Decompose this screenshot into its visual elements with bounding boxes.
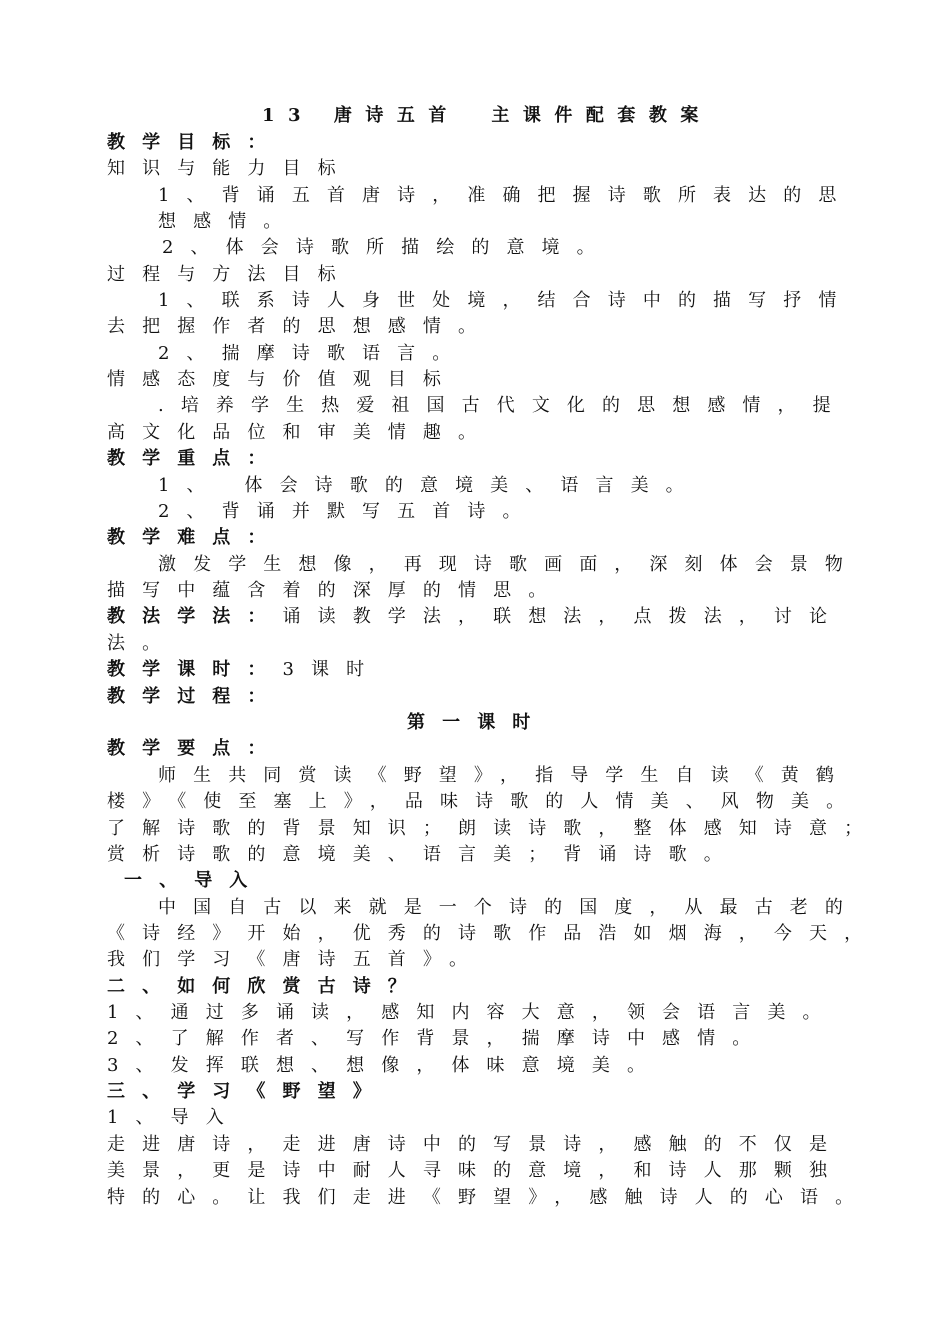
section-1-heading: 一、导入: [124, 870, 265, 891]
difficulty-line-1: 激发学生想像，再现诗歌画面，深刻体会景物: [158, 554, 860, 575]
method-line-end: 法。: [107, 633, 178, 654]
section-1-line-2: 《诗经》开始，优秀的诗歌作品浩如烟海，今天，: [107, 923, 880, 944]
lesson-points-heading: 教学要点：: [107, 738, 283, 759]
key-points-heading: 教学重点：: [107, 448, 283, 469]
section-3-line-2: 美景，更是诗中耐人寻味的意境，和诗人那颗独: [107, 1160, 845, 1181]
lesson-points-line-2: 楼》《使至塞上》，品味诗歌的人情美、风物美。: [107, 791, 862, 812]
lesson-points-line-1: 师生共同赏读《野望》，指导学生自读《黄鹤: [158, 765, 851, 786]
section-3-line-1: 走进唐诗，走进唐诗中的写景诗，感触的不仅是: [107, 1134, 845, 1155]
process-item-1: 1、联系诗人身世处境，结合诗中的描写抒情: [158, 290, 854, 311]
section-1-line-1: 中国自古以来就是一个诗的国度，从最古老的: [158, 897, 860, 918]
hours-label: 教学课时：: [107, 659, 283, 680]
section-3-heading: 三、学习《野望》: [107, 1081, 388, 1102]
lesson-points-line-4: 赏析诗歌的意境美、语言美；背诵诗歌。: [107, 844, 739, 865]
knowledge-heading: 知识与能力目标: [107, 158, 353, 179]
section-1-line-3: 我们学习《唐诗五首》。: [107, 949, 485, 970]
lesson-1-heading: 第一课时: [407, 712, 548, 733]
difficulty-line-2: 描写中蕴含着的深厚的情思。: [107, 580, 564, 601]
emotion-item-1-cont: 高文化品位和审美情趣。: [107, 422, 494, 443]
page-title: 13 唐诗五首 主课件配套教案: [262, 105, 712, 126]
key-point-1: 1、 体会诗歌的意境美、语言美。: [158, 475, 701, 496]
difficulty-heading: 教学难点：: [107, 527, 283, 548]
key-point-2: 2、背诵并默写五首诗。: [158, 501, 538, 522]
method-text: 诵读教学法，联想法，点拨法，讨论: [282, 606, 845, 627]
method-line: [107, 605, 844, 629]
process-heading: 过程与方法目标: [107, 264, 353, 285]
method-label: 教法学法：: [107, 606, 283, 627]
section-2-item-3: 3、发挥联想、想像，体味意境美。: [107, 1055, 663, 1076]
section-2-item-2: 2、了解作者、写作背景，揣摩诗中感情。: [107, 1028, 768, 1049]
section-2-heading: 二、如何欣赏古诗？: [107, 976, 423, 997]
knowledge-item-1-cont: 想感情。: [158, 211, 299, 232]
knowledge-item-1: 1、背诵五首唐诗，准确把握诗歌所表达的思: [158, 185, 854, 206]
section-3-item-1: 1、导入: [107, 1107, 241, 1128]
hours-line: [107, 658, 381, 682]
hours-value: 3课时: [282, 659, 382, 680]
process-item-2: 2、揣摩诗歌语言。: [158, 343, 468, 364]
lesson-points-line-3: 了解诗歌的背景知识；朗读诗歌，整体感知诗意；: [107, 818, 880, 839]
emotion-heading: 情感态度与价值观目标: [107, 369, 458, 390]
objectives-heading: 教学目标：: [107, 132, 283, 153]
emotion-item-1: .培养学生热爱祖国古代文化的思想感情，提: [158, 395, 848, 416]
knowledge-item-2: 2、体会诗歌所描绘的意境。: [162, 237, 612, 258]
procedure-heading: 教学过程：: [107, 686, 283, 707]
section-3-line-3: 特的心。让我们走进《野望》，感触诗人的心语。: [107, 1187, 871, 1208]
section-2-item-1: 1、通过多诵读，感知内容大意，领会语言美。: [107, 1002, 838, 1023]
process-item-1-cont: 去把握作者的思想感情。: [107, 316, 494, 337]
